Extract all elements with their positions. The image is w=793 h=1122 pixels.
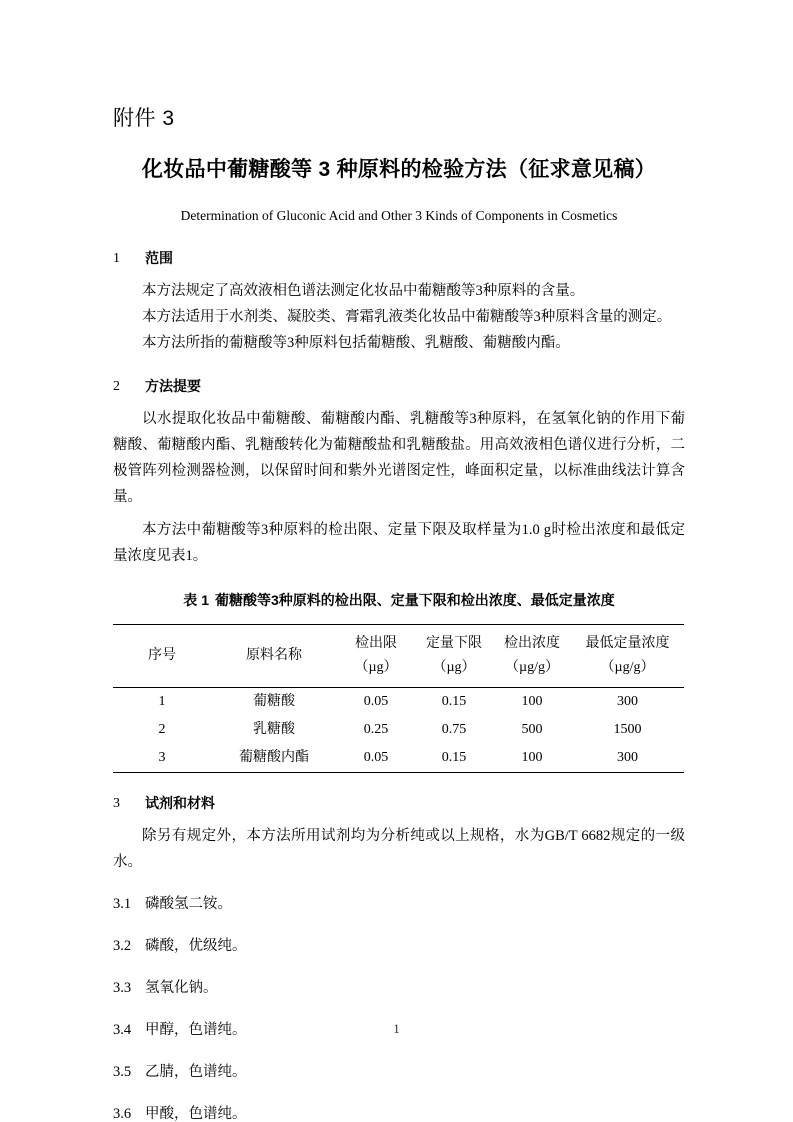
table-row xyxy=(113,688,684,717)
paragraph: 本方法所指的葡糖酸等3种原料包括葡糖酸、乳糖酸、葡糖酸内酯。 xyxy=(142,334,570,351)
section-heading-scope xyxy=(113,226,685,269)
reagent-item-number: 3.1 xyxy=(113,896,132,913)
cell-loq: 0.15 xyxy=(415,744,493,773)
reagent-item-text: 磷酸氢二铵。 xyxy=(145,896,232,913)
cell-loq: 0.75 xyxy=(441,722,467,738)
section-body-principle-limits xyxy=(113,510,685,569)
section-number: 2 xyxy=(113,378,120,394)
reagent-item-3-3 xyxy=(113,959,685,1001)
cell-name: 葡糖酸 xyxy=(253,694,295,710)
section-body-reagents xyxy=(113,814,685,875)
column-header-label: 序号 xyxy=(148,648,176,664)
reagent-item-number: 3.2 xyxy=(113,938,132,955)
reagent-item-text: 甲醇，色谱纯。 xyxy=(145,1022,247,1039)
cell-name: 葡糖酸内酯 xyxy=(211,744,337,773)
reagent-item-number: 3.6 xyxy=(113,1106,132,1122)
column-header-label: 检出浓度 xyxy=(504,636,560,652)
reagent-item-text: 乙腈，色谱纯。 xyxy=(145,1064,247,1081)
column-header-unit: （µg） xyxy=(432,660,476,676)
paragraph: 除另有规定外，本方法所用试剂均为分析纯或以上规格，水为GB/T 6682规定的一级水。 xyxy=(113,828,685,871)
column-header-unit: （µg/g） xyxy=(505,660,559,676)
reagent-item-text: 氢氧化钠。 xyxy=(145,980,218,997)
column-header-seq xyxy=(113,625,211,688)
cell-mlq: 1500 xyxy=(613,722,642,738)
paragraph: 本方法适用于水剂类、凝胶类、膏霜乳液类化妆品中葡糖酸等3种原料含量的测定。 xyxy=(142,308,672,325)
reagent-item-3-1 xyxy=(113,875,685,917)
column-header-label: 最低定量浓度 xyxy=(585,636,670,652)
column-header-label: 检出限 xyxy=(355,636,397,652)
reagent-item-text: 甲酸，色谱纯。 xyxy=(145,1106,247,1122)
reagent-item-3-5 xyxy=(113,1043,685,1085)
section-body-principle xyxy=(113,397,685,510)
cell-conc: 100 xyxy=(521,694,543,710)
column-header-label: 原料名称 xyxy=(246,648,302,664)
section-body-scope xyxy=(113,269,685,356)
reagent-item-3-6 xyxy=(113,1085,685,1122)
section-number: 1 xyxy=(113,250,120,266)
paragraph: 以水提取化妆品中葡糖酸、葡糖酸内酯、乳糖酸等3种原料，在氢氧化钠的作用下葡糖酸、葡糖酸内酯、乳糖酸转化为葡糖酸盐和乳糖酸盐。用高效液相色谱仪进行分析，二极管阵列检测器检测，以保留时间和紫外光谱图定性，峰面积定量，以标准曲线法计算含量。 xyxy=(113,410,685,505)
paragraph: 本方法中葡糖酸等3种原料的检出限、定量下限及取样量为1.0 g时检出浓度和最低定量浓度见表1。 xyxy=(113,521,685,564)
cell-mlq: 300 xyxy=(571,744,684,773)
reagent-item-number: 3.4 xyxy=(113,1022,132,1039)
table-caption-prefix: 表 xyxy=(183,591,198,608)
cell-seq: 2 xyxy=(158,722,166,738)
table-body xyxy=(113,688,684,773)
cell-conc: 500 xyxy=(521,722,543,738)
column-header-mlq xyxy=(571,625,684,688)
column-header-unit: （µg） xyxy=(354,660,398,676)
column-header-label: 定量下限 xyxy=(426,636,482,652)
section-title: 试剂和材料 xyxy=(145,795,215,812)
table-header-row xyxy=(113,625,684,688)
table-header xyxy=(113,625,684,688)
table-caption-text: 葡糖酸等3种原料的检出限、定量下限和检出浓度、最低定量浓度 xyxy=(215,591,615,608)
column-header-name xyxy=(211,625,337,688)
page-content xyxy=(113,0,685,1122)
cell-lod: 0.25 xyxy=(363,722,389,738)
cell-lod: 0.05 xyxy=(337,744,415,773)
section-title: 范围 xyxy=(145,249,173,266)
section-heading-principle xyxy=(113,356,685,397)
cell-lod: 0.05 xyxy=(363,694,389,710)
reagent-item-text: 磷酸，优级纯。 xyxy=(145,938,247,955)
paragraph: 本方法规定了高效液相色谱法测定化妆品中葡糖酸等3种原料的含量。 xyxy=(142,282,585,299)
column-header-loq xyxy=(415,625,493,688)
table-1-wrapper xyxy=(113,610,685,773)
section-number: 3 xyxy=(113,796,120,812)
table-row xyxy=(113,716,684,744)
detection-limits-table xyxy=(113,624,684,773)
table-caption xyxy=(113,569,685,611)
table-row xyxy=(113,744,684,773)
cell-seq: 1 xyxy=(158,694,166,710)
cell-mlq: 300 xyxy=(617,694,638,710)
page-title: 化妆品中葡糖酸等 3 种原料的检验方法（征求意见稿） xyxy=(141,158,657,182)
page-number-footer: 1 xyxy=(393,1022,400,1036)
cell-seq: 3 xyxy=(113,744,211,773)
cell-name: 乳糖酸 xyxy=(253,722,295,738)
attachment-label: 附件 3 xyxy=(113,107,175,130)
section-title: 方法提要 xyxy=(145,377,201,394)
column-header-conc xyxy=(493,625,571,688)
document-subtitle-english: Determination of Gluconic Acid and Other 3 Kinds of Components in Cosmetics xyxy=(180,207,618,223)
cell-conc: 100 xyxy=(493,744,571,773)
cell-loq: 0.15 xyxy=(441,694,467,710)
reagent-item-number: 3.5 xyxy=(113,1064,132,1081)
reagent-item-3-2 xyxy=(113,917,685,959)
reagent-item-number: 3.3 xyxy=(113,980,132,997)
table-caption-number: 1 xyxy=(201,591,209,608)
column-header-lod xyxy=(337,625,415,688)
column-header-unit: （µg/g） xyxy=(600,660,655,676)
section-heading-reagents xyxy=(113,773,685,814)
